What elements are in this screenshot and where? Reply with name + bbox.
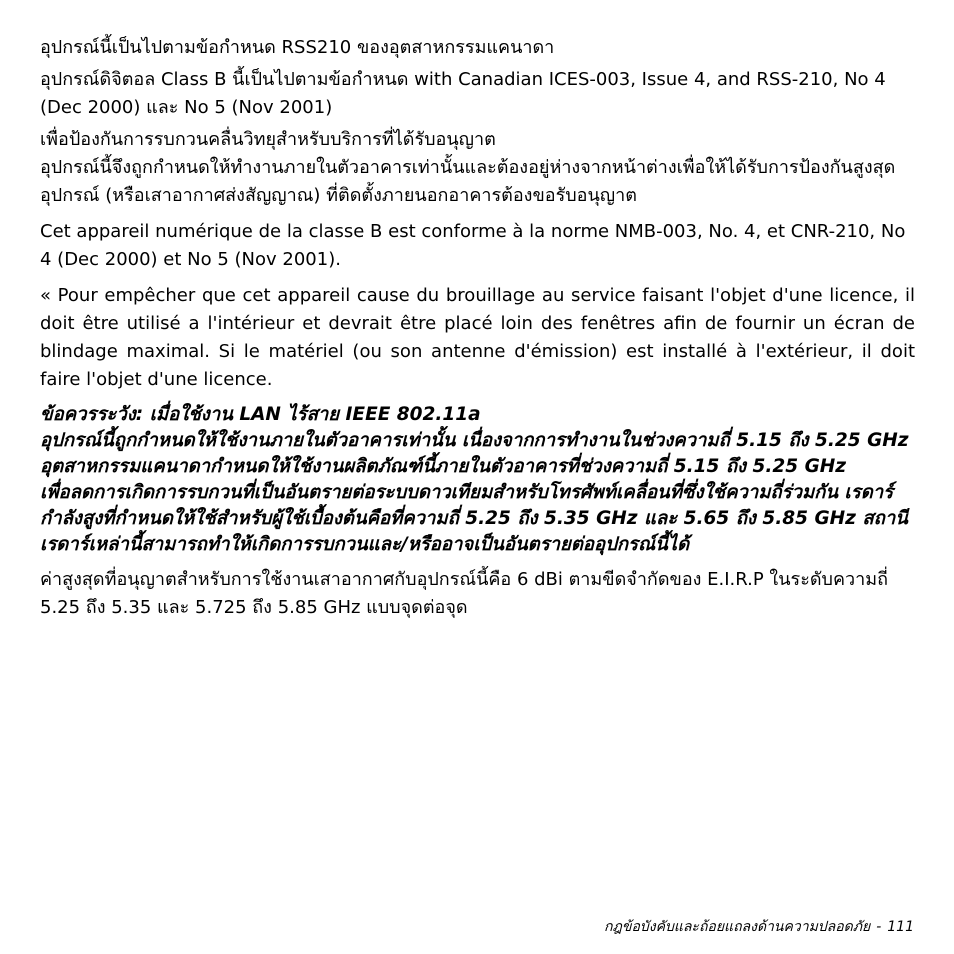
page-footer	[604, 917, 914, 937]
footer-section-title: กฎข้อบังคับและถ้อยแถลงด้านความปลอดภัย	[604, 919, 871, 935]
indoor-use-paragraph: อุปกรณ์นี้จึงถูกกำหนดให้ทำงานภายในตัวอาคารเท่านั้นและต้องอยู่ห่างจากหน้าต่างเพื่อให้ได้รับการป้องกันสูงสุด อุปกรณ์ (หรือเสาอากาศส่งสัญญาณ) ที่ติดตั้งภายนอกอาคารต้องขอรับอนุญาต	[40, 157, 896, 206]
wireless-lan-warning	[40, 402, 915, 558]
french-licence-paragraph: « Pour empêcher que cet appareil cause du brouillage au service faisant l'objet d'une licence, il doit être utilisé a l'intérieur et devrait être placé loin des fenêtres afin de fournir un écran de blindage maximal. Si le matériel (ou son antenne d'émission) est installé à l'extérieur, il doit faire l'objet d'une licence.	[40, 285, 915, 390]
page-number: 111	[887, 919, 914, 935]
french-class-b-paragraph: Cet appareil numérique de la classe B est conforme à la norme NMB-003, No. 4, et CNR-210, No 4 (Dec 2000) et No 5 (Nov 2001).	[40, 221, 906, 270]
rss210-compliance-paragraph: อุปกรณ์นี้เป็นไปตามข้อกำหนด RSS210 ของอุตสาหกรรมแคนาดา	[40, 37, 555, 58]
document-page	[40, 34, 915, 622]
class-b-compliance-paragraph: อุปกรณ์ดิจิตอล Class B นี้เป็นไปตามข้อกำหนด with Canadian ICES-003, Issue 4, and RSS-210, No 4 (Dec 2000) และ No 5 (Nov 2001)	[40, 69, 886, 118]
antenna-gain-paragraph: ค่าสูงสุดที่อนุญาตสำหรับการใช้งานเสาอากาศกับอุปกรณ์นี้คือ 6 dBi ตามขีดจำกัดของ E.I.R.P ในระดับความถี่ 5.25 ถึง 5.35 และ 5.725 ถึง 5.85 GHz แบบจุดต่อจุด	[40, 569, 888, 618]
warning-title: ข้อควรระวัง: เมื่อใช้งาน LAN ไร้สาย IEEE 802.11a	[40, 404, 481, 425]
warning-body-indoor: อุปกรณ์นี้ถูกกำหนดให้ใช้งานภายในตัวอาคารเท่านั้น เนื่องจากการทำงานในช่วงความถี่ 5.15 ถึง 5.25 GHz อุตสาหกรรมแคนาดากำหนดให้ใช้งานผลิตภัณฑ์นี้ภายในตัวอาคารที่ช่วงความถี่ 5.15 ถึง 5.25 GHz	[40, 430, 909, 477]
warning-body-radar: เพื่อลดการเกิดการรบกวนที่เป็นอันตรายต่อระบบดาวเทียมสำหรับโทรศัพท์เคลื่อนที่ซึ่งใช้ความถี่ร่วมกัน เรดาร์กำลังสูงที่กำหนดให้ใช้สำหรับผู้ใช้เบื้องต้นคือที่ความถี่ 5.25 ถึง 5.35 GHz และ 5.65 ถึง 5.85 GHz สถานีเรดาร์เหล่านี้สามารถทำให้เกิดการรบกวนและ/หรืออาจเป็นอันตรายต่ออุปกรณ์นี้ได้	[40, 482, 908, 555]
footer-separator: -	[876, 919, 882, 935]
interference-heading-line: เพื่อป้องกันการรบกวนคลื่นวิทยุสำหรับบริการที่ได้รับอนุญาต	[40, 129, 496, 150]
